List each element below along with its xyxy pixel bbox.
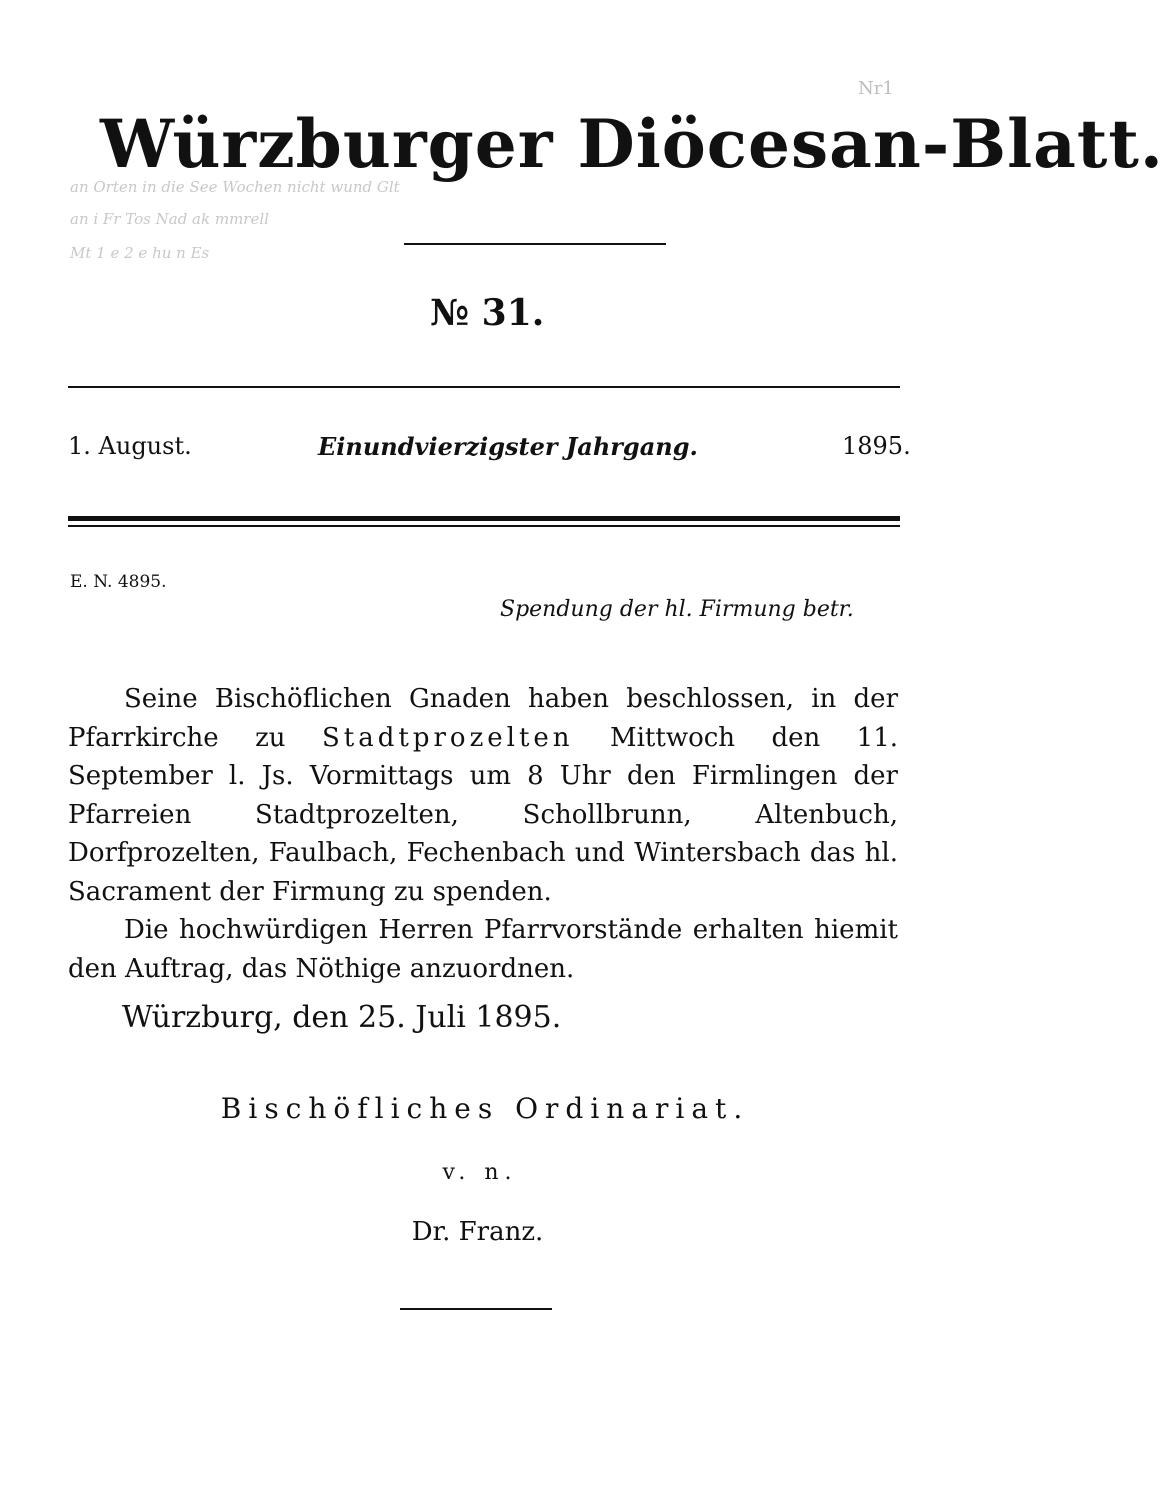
top-rule bbox=[68, 386, 900, 388]
volume-label: Einundvierzigster Jahrgang. bbox=[318, 432, 698, 461]
bleed-through-line: an Orten in die See Wochen nicht wund Glt bbox=[70, 178, 400, 196]
heavy-rule bbox=[68, 516, 900, 521]
issue-date: 1. August. bbox=[68, 432, 192, 460]
closing-rule bbox=[400, 1308, 552, 1310]
vn-abbreviation: v. n. bbox=[442, 1160, 518, 1185]
masthead-title: Würzburger Diöcesan-Blatt. bbox=[100, 105, 1164, 183]
issuing-office: Bischöfliches Ordinariat. bbox=[220, 1092, 750, 1125]
bleed-through-line: an i Fr Tos Nad ak mmrell bbox=[70, 210, 269, 228]
paragraph-1-end: Mittwoch den 11. September l. Js. Vormittags um 8 Uhr den Firmlingen der Pfarreien Stadtprozelten, Schollbrunn, Altenbuch, Dorfprozelten, Faulbach, Fechenbach und Wintersbach das hl. Sacrament der Firmung zu spenden. bbox=[68, 722, 899, 907]
paragraph-1-start: Seine Bischöflichen Gnaden haben beschlossen, in der Pfarrkirche zu bbox=[68, 684, 898, 753]
signer-name: Dr. Franz. bbox=[411, 1217, 544, 1247]
heavy-rule-thin bbox=[68, 525, 900, 527]
issue-year: 1895. bbox=[842, 432, 911, 460]
decree-subject: Spendung der hl. Firmung betr. bbox=[500, 597, 854, 622]
paragraph-1 bbox=[68, 680, 898, 911]
masthead-underline bbox=[404, 243, 666, 245]
place-date: Würzburg, den 25. Juli 1895. bbox=[122, 1000, 562, 1035]
decree-body bbox=[68, 680, 898, 988]
paragraph-2: Die hochwürdigen Herren Pfarrvorstände erhalten hiemit den Auftrag, das Nöthige anzuordnen. bbox=[68, 915, 898, 984]
corner-mark: Nr1 bbox=[858, 78, 894, 99]
reference-number: E. N. 4895. bbox=[70, 572, 167, 592]
issue-number: № 31. bbox=[430, 292, 545, 334]
parish-name-spaced: Stadtprozelten bbox=[321, 722, 574, 753]
bleed-through-line: Mt 1 e 2 e hu n Es bbox=[70, 244, 210, 262]
